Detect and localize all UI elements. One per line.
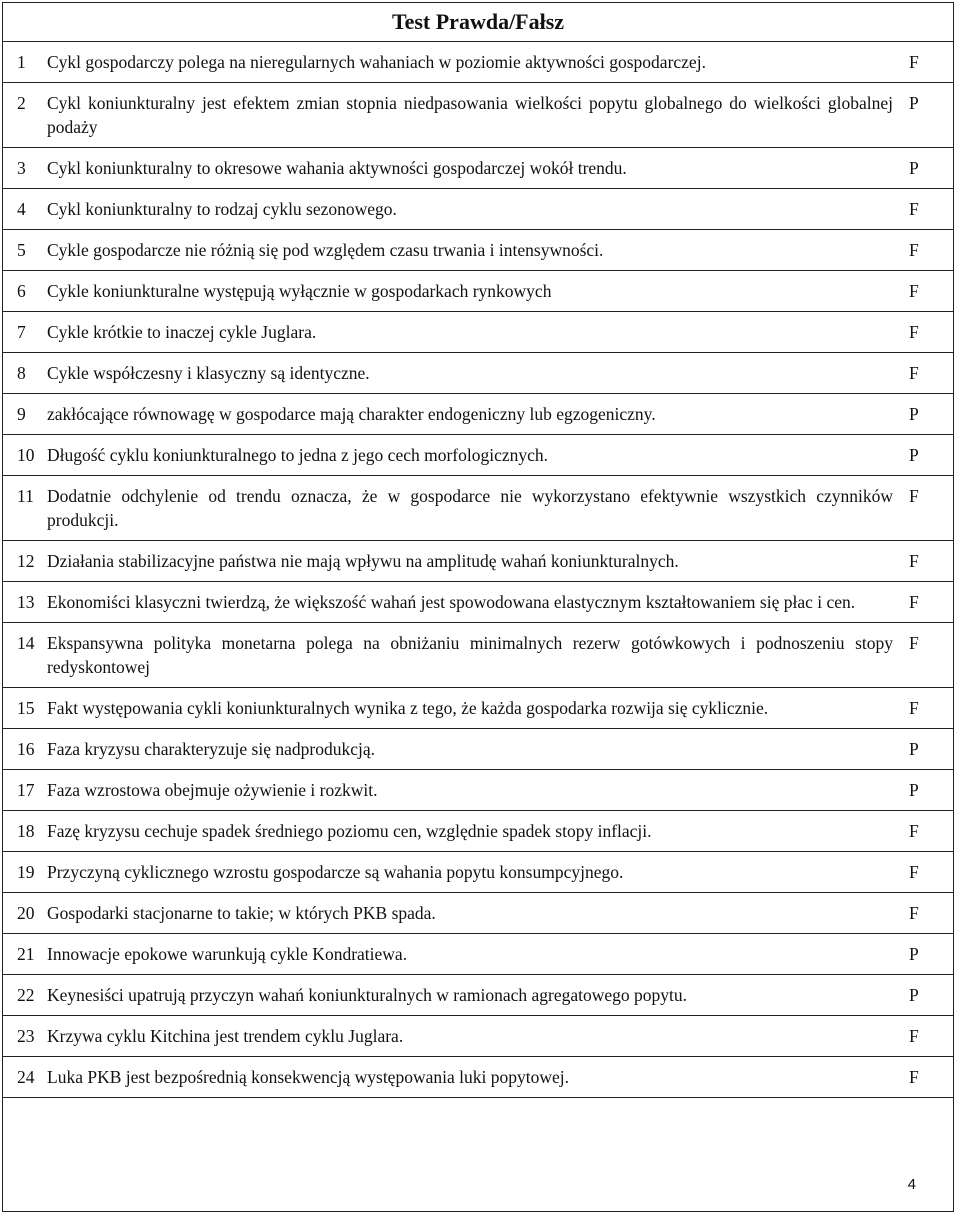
question-row xyxy=(3,1016,954,1057)
question-line xyxy=(3,91,953,139)
question-row xyxy=(3,230,954,271)
question-number: 7 xyxy=(17,322,26,342)
question-cell xyxy=(3,394,954,435)
answer-mark: F xyxy=(909,903,919,923)
question-row xyxy=(3,42,954,83)
question-line xyxy=(3,50,953,74)
question-row xyxy=(3,148,954,189)
question-cell xyxy=(3,893,954,934)
answer-mark: F xyxy=(909,862,919,882)
question-line xyxy=(3,819,953,843)
question-line xyxy=(3,279,953,303)
question-line xyxy=(3,402,953,426)
answer-mark: F xyxy=(909,821,919,841)
answer-mark: F xyxy=(909,240,919,260)
question-number: 10 xyxy=(17,445,35,465)
question-number: 20 xyxy=(17,903,35,923)
question-row xyxy=(3,1057,954,1098)
question-line xyxy=(3,1024,953,1048)
question-text: Krzywa cyklu Kitchina jest trendem cyklu Juglara. xyxy=(47,1026,404,1046)
question-text: Faza wzrostowa obejmuje ożywienie i rozkwit. xyxy=(47,780,378,800)
question-row xyxy=(3,271,954,312)
question-cell xyxy=(3,934,954,975)
question-cell xyxy=(3,42,954,83)
question-cell xyxy=(3,353,954,394)
question-cell xyxy=(3,435,954,476)
question-number: 16 xyxy=(17,739,35,759)
question-number: 24 xyxy=(17,1067,35,1087)
question-line xyxy=(3,156,953,180)
question-number: 11 xyxy=(17,486,34,506)
question-cell xyxy=(3,230,954,271)
question-cell xyxy=(3,811,954,852)
answer-mark: F xyxy=(909,592,919,612)
question-text: Luka PKB jest bezpośrednią konsekwencją występowania luki popytowej. xyxy=(47,1067,569,1087)
answer-mark: F xyxy=(909,486,919,506)
question-cell xyxy=(3,1016,954,1057)
question-text: Przyczyną cyklicznego wzrostu gospodarcze są wahania popytu konsumpcyjnego. xyxy=(47,862,624,882)
question-line xyxy=(3,860,953,884)
question-row xyxy=(3,353,954,394)
answer-mark: F xyxy=(909,363,919,383)
answer-mark: P xyxy=(909,780,919,800)
answer-mark: F xyxy=(909,1067,919,1087)
question-number: 19 xyxy=(17,862,35,882)
question-row xyxy=(3,975,954,1016)
question-row xyxy=(3,623,954,688)
question-row xyxy=(3,729,954,770)
answer-mark: F xyxy=(909,551,919,571)
question-text: Długość cyklu koniunkturalnego to jedna z jego cech morfologicznych. xyxy=(47,445,549,465)
question-cell xyxy=(3,623,954,688)
question-row xyxy=(3,312,954,353)
answer-mark: F xyxy=(909,199,919,219)
answer-mark: P xyxy=(909,93,919,113)
answer-mark: P xyxy=(909,739,919,759)
question-cell xyxy=(3,83,954,148)
answer-mark: P xyxy=(909,445,919,465)
question-cell xyxy=(3,975,954,1016)
question-number: 2 xyxy=(17,93,26,113)
question-cell xyxy=(3,582,954,623)
question-row xyxy=(3,934,954,975)
question-cell xyxy=(3,1057,954,1098)
question-number: 15 xyxy=(17,698,35,718)
question-number: 22 xyxy=(17,985,35,1005)
question-row xyxy=(3,189,954,230)
question-cell xyxy=(3,312,954,353)
question-number: 8 xyxy=(17,363,26,383)
question-cell xyxy=(3,541,954,582)
question-line xyxy=(3,590,953,614)
question-row xyxy=(3,394,954,435)
question-row xyxy=(3,852,954,893)
question-row xyxy=(3,893,954,934)
question-row xyxy=(3,688,954,729)
question-number: 23 xyxy=(17,1026,35,1046)
question-cell xyxy=(3,852,954,893)
answer-mark: P xyxy=(909,985,919,1005)
question-row xyxy=(3,582,954,623)
question-text: Ekonomiści klasyczni twierdzą, że większość wahań jest spowodowana elastycznym kształtowaniem się płac i cen. xyxy=(47,592,856,612)
page-title: Test Prawda/Fałsz xyxy=(3,3,954,42)
question-cell xyxy=(3,770,954,811)
question-row xyxy=(3,541,954,582)
answer-mark: F xyxy=(909,52,919,72)
answer-mark: P xyxy=(909,404,919,424)
question-text: Cykl gospodarczy polega na nieregularnych wahaniach w poziomie aktywności gospodarczej. xyxy=(47,52,706,72)
question-cell xyxy=(3,189,954,230)
question-row xyxy=(3,811,954,852)
question-text: Cykle gospodarcze nie różnią się pod względem czasu trwania i intensywności. xyxy=(47,240,604,260)
question-text: Innowacje epokowe warunkują cykle Kondratiewa. xyxy=(47,944,408,964)
question-line xyxy=(3,983,953,1007)
question-text: Ekspansywna polityka monetarna polega na obniżaniu minimalnych rezerw gotówkowych i podnoszeniu stopy redyskontowej xyxy=(47,633,893,677)
question-cell xyxy=(3,729,954,770)
question-number: 4 xyxy=(17,199,26,219)
question-line xyxy=(3,361,953,385)
answer-mark: P xyxy=(909,158,919,178)
true-false-table xyxy=(2,2,954,1098)
question-number: 12 xyxy=(17,551,35,571)
question-line xyxy=(3,1065,953,1089)
question-number: 13 xyxy=(17,592,35,612)
question-line xyxy=(3,901,953,925)
question-row xyxy=(3,435,954,476)
question-number: 14 xyxy=(17,633,35,653)
question-row xyxy=(3,770,954,811)
question-line xyxy=(3,443,953,467)
question-number: 21 xyxy=(17,944,35,964)
question-line xyxy=(3,778,953,802)
question-text: Cykle koniunkturalne występują wyłącznie w gospodarkach rynkowych xyxy=(47,281,552,301)
question-line xyxy=(3,320,953,344)
question-text: zakłócające równowagę w gospodarce mają charakter endogeniczny lub egzogeniczny. xyxy=(47,404,656,424)
question-cell xyxy=(3,271,954,312)
question-number: 5 xyxy=(17,240,26,260)
question-line xyxy=(3,631,953,679)
question-text: Cykle krótkie to inaczej cykle Juglara. xyxy=(47,322,317,342)
question-row xyxy=(3,476,954,541)
question-text: Działania stabilizacyjne państwa nie mają wpływu na amplitudę wahań koniunkturalnych. xyxy=(47,551,679,571)
answer-mark: F xyxy=(909,322,919,342)
question-text: Cykl koniunkturalny to rodzaj cyklu sezonowego. xyxy=(47,199,397,219)
question-cell xyxy=(3,688,954,729)
question-number: 9 xyxy=(17,404,26,424)
question-cell xyxy=(3,476,954,541)
question-number: 17 xyxy=(17,780,35,800)
question-line xyxy=(3,737,953,761)
question-number: 18 xyxy=(17,821,35,841)
answer-mark: F xyxy=(909,281,919,301)
answer-mark: F xyxy=(909,1026,919,1046)
question-cell xyxy=(3,148,954,189)
question-text: Keynesiści upatrują przyczyn wahań koniunkturalnych w ramionach agregatowego popytu. xyxy=(47,985,687,1005)
question-line xyxy=(3,238,953,262)
answer-mark: P xyxy=(909,944,919,964)
question-text: Dodatnie odchylenie od trendu oznacza, że w gospodarce nie wykorzystano efektywnie wszystkich czynników produkcji. xyxy=(47,486,893,530)
question-line xyxy=(3,549,953,573)
question-text: Cykle współczesny i klasyczny są identyczne. xyxy=(47,363,370,383)
question-text: Cykl koniunkturalny to okresowe wahania aktywności gospodarczej wokół trendu. xyxy=(47,158,627,178)
title-row xyxy=(3,3,954,42)
question-row xyxy=(3,83,954,148)
question-line xyxy=(3,197,953,221)
question-number: 3 xyxy=(17,158,26,178)
question-line xyxy=(3,484,953,532)
question-text: Fakt występowania cykli koniunkturalnych wynika z tego, że każda gospodarka rozwija się cyklicznie. xyxy=(47,698,769,718)
question-number: 1 xyxy=(17,52,26,72)
question-text: Fazę kryzysu cechuje spadek średniego poziomu cen, względnie spadek stopy inflacji. xyxy=(47,821,652,841)
question-line xyxy=(3,696,953,720)
question-line xyxy=(3,942,953,966)
answer-mark: F xyxy=(909,698,919,718)
question-number: 6 xyxy=(17,281,26,301)
answer-mark: F xyxy=(909,633,919,653)
question-text: Faza kryzysu charakteryzuje się nadprodukcją. xyxy=(47,739,375,759)
question-text: Cykl koniunkturalny jest efektem zmian stopnia niedpasowania wielkości popytu globalnego do wielkości globalnej podaży xyxy=(47,93,893,137)
question-text: Gospodarki stacjonarne to takie; w których PKB spada. xyxy=(47,903,436,923)
page-number: 4 xyxy=(907,1176,916,1193)
